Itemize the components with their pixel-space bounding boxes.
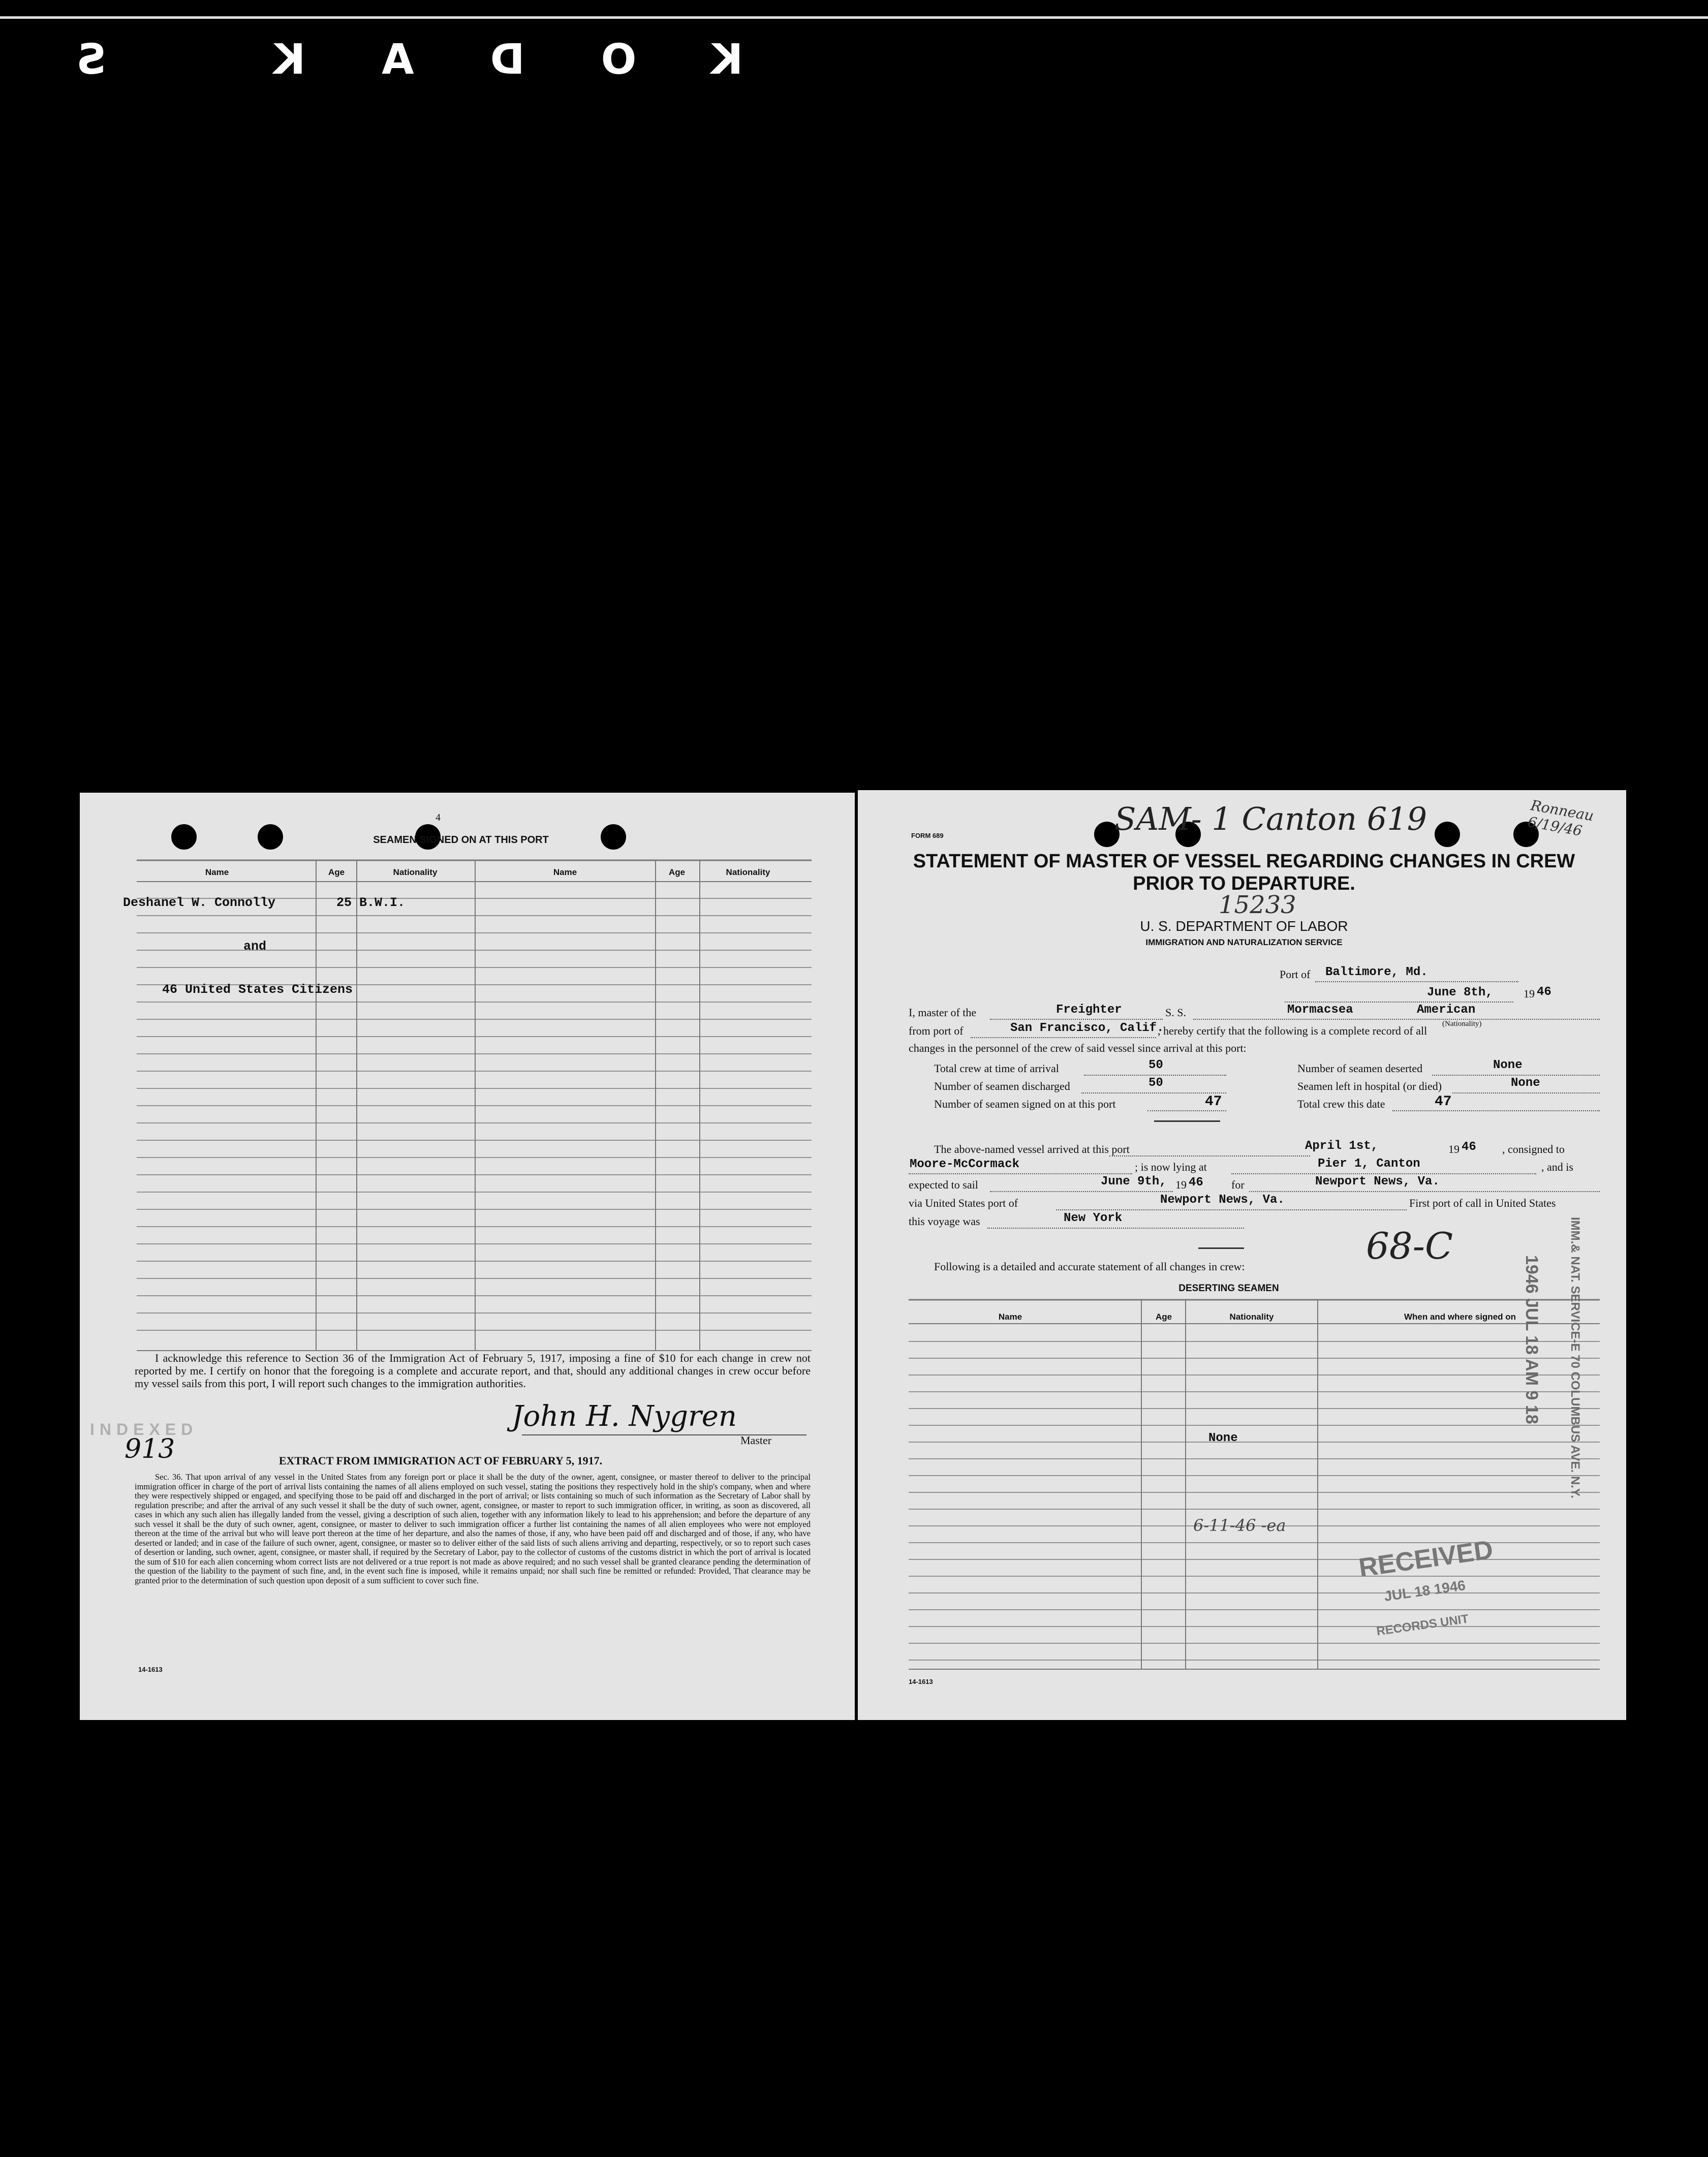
total-crew-arrival-label: Total crew at time of arrival [934,1062,1059,1075]
margin-note: 913 [125,1434,175,1464]
signed-on-value: 47 [1205,1094,1222,1110]
signed-on-label: Number of seamen signed on at this port [934,1098,1116,1110]
form-number: FORM 689 [911,832,944,839]
indexed-stamp: INDEXED [90,1420,198,1439]
extract-text: Sec. 36. That upon arrival of any vessel in the United States from any foreign port or place it shall be the duty of the owner, agent, consignee, or master thereof to deliver to the principal immigration officer in charge of the port of arrival lists containing the names of all aliens employed on such vessel, stating the positions they respectively hold in the ship's company, when and where they were respectively shipped or engaged, and specifying those to be paid off and discharged in the port of arrival; or lists containing so much of such information as the Secretary of Labor shall by regulation prescribe; and after the arrival of any such vessel it shall be the duty of such owner, agent, consignee, or master to report to such immigration officer, in writing, as soon as discovered, all cases in which any such alien has illegally landed from the vessel, giving a description of such alien, together with any information likely to lead to his apprehension; and before the departure of any such vessel it shall be the duty of such owner, agent, consignee, or master to deliver to such immigration officer a further list containing the names of all alien employees who were not employed thereon at the time of the arrival but who will leave port thereon at the time of her departure, and also the names of those, if any, who have been paid off and discharged and of those, if any, who have deserted or landed; and in case of the failure of such owner, agent, consignee, or master so to deliver either of the said lists of such aliens arriving and departing, respectively, or so to report such cases of desertion or landing, such owner, agent, consignee, or master shall, if required by the Secretary of Labor, pay to the collector of customs of the customs district in which the port of arrival is located the sum of $10 for each alien concerning whom correct lists are not delivered or a true report is not made as above required; and no such vessel shall be granted clearance pending the determination of the question of the liability to the payment of such fine, and, in the event such fine is imposed, while it remains unpaid; nor shall such fine be remitted or refunded: Provided, That clearance may be granted prior to the determination of such question upon deposit of a sum sufficient to cover such fine. [135,1472,811,1585]
via-label: via United States port of [909,1197,1018,1209]
left-form-code: 14-1613 [138,1666,163,1673]
right-col-age: Age [1155,1312,1172,1322]
date-value: June 8th, [1427,986,1493,999]
crew-row-name: and [243,939,267,954]
deserting-entry: None [1208,1431,1238,1445]
film-edge-text: KODAK S [0,36,743,84]
nationality-label: (Nationality) [1442,1020,1482,1028]
hospital-label: Seamen left in hospital (or died) [1297,1080,1442,1092]
consigned-label: , consigned to [1502,1143,1565,1155]
arrived-value: April 1st, [1305,1139,1379,1153]
service-name: IMMIGRATION AND NATURALIZATION SERVICE [1145,937,1343,947]
deserted-label: Number of seamen deserted [1297,1062,1423,1075]
arrived-label: The above-named vessel arrived at this port [934,1143,1130,1155]
vessel-type-value: Freighter [1056,1003,1122,1017]
vertical-office-stamp: IMM.& NAT. SERVICE-E 70 COLUMBUS AVE. N.Y. [1568,1217,1582,1498]
handwritten-date: 6-11-46 -ea [1193,1516,1286,1535]
year-suffix: 46 [1537,985,1551,999]
vessel-name-value: Mormacsea [1287,1003,1353,1017]
handwritten-file-number: 15233 [1219,891,1296,919]
from-port-value: San Francisco, Calif. [1010,1021,1164,1035]
nationality-value: American [1417,1003,1476,1017]
left-col-age-1: Age [328,867,345,877]
lying-label: ; is now lying at [1135,1161,1207,1173]
and-is-label: , and is [1541,1161,1573,1173]
from-port-label: from port of [909,1024,964,1037]
handwritten-routing: SAM- 1 Canton 619 [1114,800,1427,837]
discharged-value: 50 [1148,1076,1163,1090]
via-port-value: Newport News, Va. [1160,1193,1285,1207]
left-page-title: SEAMEN SIGNED ON AT THIS PORT [373,834,549,846]
crew-row-age: 25 [336,895,352,910]
expected-label: expected to sail [909,1178,978,1191]
vertical-date-stamp: 1946 JUL 18 AM 9 18 [1522,1255,1541,1424]
left-col-name-2: Name [553,867,577,877]
section-title: DESERTING SEAMEN [1178,1283,1279,1294]
master-signature: John H. Nygren [512,1400,737,1433]
deserted-value: None [1493,1058,1523,1072]
form-title-line2: PRIOR TO DEPARTURE. [1133,873,1355,894]
port-value: Baltimore, Md. [1325,965,1428,979]
right-col-when-where: When and where signed on [1404,1312,1516,1322]
consignee-value: Moore-McCormack [910,1158,1020,1171]
right-table-grid [858,790,1626,1720]
form-title-line1: STATEMENT OF MASTER OF VESSEL REGARDING CHANGES IN CREW [913,851,1575,872]
crew-row-name: 46 United States Citizens [162,982,353,997]
following-text: Following is a detailed and accurate statement of all changes in crew: [934,1260,1245,1273]
signature-label: Master [740,1434,772,1447]
for-label: for [1231,1178,1245,1191]
received-stamp: RECEIVED [1357,1535,1495,1583]
film-edge-line [0,16,1708,19]
left-page [80,793,855,1720]
right-col-name: Name [998,1312,1022,1322]
ss-label: S. S. [1165,1006,1186,1019]
arrived-year-value: 46 [1462,1140,1476,1154]
expected-year-value: 46 [1189,1176,1203,1190]
voyage-label: this voyage was [909,1215,980,1228]
extract-title: EXTRACT FROM IMMIGRATION ACT OF FEBRUARY 5, 1917. [278,1454,603,1467]
right-form-code: 14-1613 [909,1678,933,1685]
received-date-stamp: JUL 18 1946 [1383,1577,1467,1605]
total-crew-date-label: Total crew this date [1297,1098,1385,1110]
total-crew-date-value: 47 [1435,1094,1452,1110]
department-name: U. S. DEPARTMENT OF LABOR [1140,918,1348,934]
master-label: I, master of the [909,1006,977,1019]
destination-value: Newport News, Va. [1315,1175,1440,1189]
discharged-label: Number of seamen discharged [934,1080,1070,1092]
records-unit-stamp: RECORDS UNIT [1375,1612,1470,1639]
left-col-name-1: Name [205,867,229,877]
expected-value: June 9th, [1101,1175,1167,1189]
left-col-age-2: Age [668,867,686,877]
left-col-nationality-1: Nationality [393,867,438,877]
lying-at-value: Pier 1, Canton [1318,1157,1420,1171]
year-prefix: 19 [1524,987,1535,1000]
right-page [858,790,1626,1720]
total-crew-arrival-value: 50 [1148,1058,1163,1072]
crew-row-name: Deshanel W. Connolly [123,895,276,910]
port-label: Port of [1280,968,1311,981]
certify-text-2: changes in the personnel of the crew of said vessel since arrival at this port: [909,1042,1247,1054]
arrived-year-prefix: 19 [1448,1143,1459,1155]
acknowledgement-text: I acknowledge this reference to Section 36 of the Immigration Act of February 5, 1917, imposing a fine of $10 for each change in crew not reported by me. I certify on honor that the foregoing is a complete and accurate report, and that, should any additional changes in crew occur before my vessel sails from this port, I will report such changes to the immigration authorities. [135,1352,811,1390]
handwritten-code: 68-C [1366,1225,1453,1267]
expected-year-prefix: 19 [1175,1178,1187,1191]
certify-text: , hereby certify that the following is a complete record of all [1158,1024,1427,1037]
left-col-nationality-2: Nationality [726,867,770,877]
handwritten-corner-note: Ronneau 6/19/46 [1526,797,1595,839]
first-port-label: First port of call in United States [1409,1197,1556,1209]
page-number: 4 [436,812,441,823]
hospital-value: None [1511,1076,1540,1090]
crew-row-nationality: B.W.I. [359,895,406,910]
right-col-nationality: Nationality [1229,1312,1274,1322]
first-port-value: New York [1064,1211,1123,1225]
